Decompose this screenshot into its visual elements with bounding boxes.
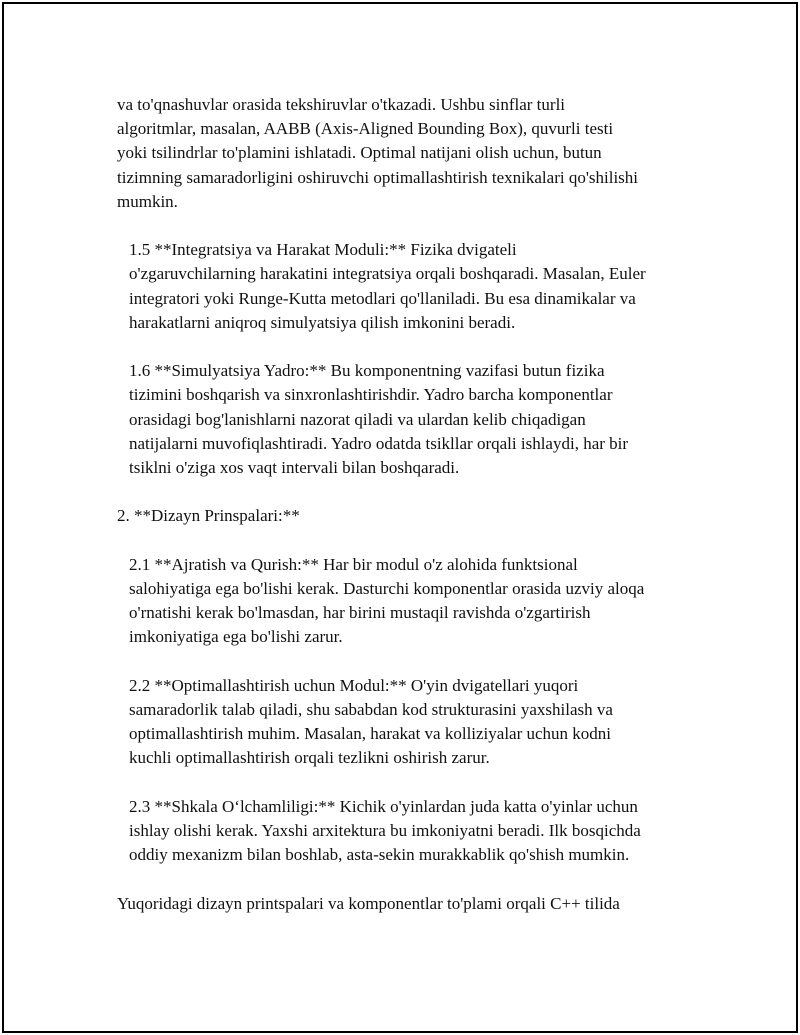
- text-line: oddiy mexanizm bilan boshlab, asta-sekin murakkablik qo'shish mumkin.: [129, 845, 630, 865]
- text-line: Yuqoridagi dizayn printspalari va komponentlar to'plami orqali C++ tilida: [117, 893, 620, 913]
- text-line: natijalarni muvofiqlashtiradi. Yadro odatda tsikllar orqali ishlaydi, har bir: [129, 433, 629, 453]
- paragraph-section-2-2: [117, 674, 717, 771]
- text-line: yoki tsilindrlar to'plamini ishlatadi. Optimal natijani olish uchun, butun: [117, 143, 602, 163]
- paragraph-section-2-heading: [117, 504, 717, 528]
- text-line: 2.3 **Shkala O‘lchamliligi:** Kichik o'yinlardan juda katta o'yinlar uchun: [129, 796, 638, 816]
- document-body: [117, 93, 717, 940]
- text-line: 2.1 **Ajratish va Qurish:** Har bir modul o'z alohida funktsional: [129, 554, 578, 574]
- text-line: o'zgaruvchilarning harakatini integratsiya orqali boshqaradi. Masalan, Euler: [129, 264, 646, 284]
- text-line: imkoniyatiga ega bo'lishi zarur.: [129, 627, 343, 647]
- text-line: o'rnatishi kerak bo'lmasdan, har birini mustaqil ravishda o'zgartirish: [129, 603, 591, 623]
- text-line: tsiklni o'ziga xos vaqt intervali bilan boshqaradi.: [129, 458, 460, 478]
- text-line: va to'qnashuvlar orasida tekshiruvlar o'tkazadi. Ushbu sinflar turli: [117, 95, 566, 114]
- text-line: tizimini boshqarish va sinxronlashtirishdir. Yadro barcha komponentlar: [129, 385, 613, 405]
- paragraph-section-2-3: [117, 795, 717, 868]
- text-line: tizimning samaradorligini oshiruvchi optimallashtirish texnikalari qo'shilishi: [117, 167, 639, 187]
- paragraph-intro-continuation: [117, 93, 717, 214]
- text-line: optimallashtirish muhim. Masalan, harakat va kolliziyalar uchun kodni: [129, 724, 612, 744]
- text-line: salohiyatiga ega bo'lishi kerak. Dasturchi komponentlar orasida uzviy aloqa: [129, 579, 645, 598]
- text-line: ishlay olishi kerak. Yaxshi arxitektura bu imkoniyatni beradi. Ilk bosqichda: [129, 821, 641, 840]
- text-line: samaradorlik talab qiladi, shu sababdan kod strukturasini yaxshilash va: [129, 700, 613, 719]
- text-line: 1.5 **Integratsiya va Harakat Moduli:** Fizika dvigateli: [129, 240, 517, 260]
- paragraph-closing: [117, 892, 717, 916]
- text-line: algoritmlar, masalan, AABB (Axis-Aligned Bounding Box), quvurli testi: [117, 119, 614, 139]
- text-line: 2. **Dizayn Prinspalari:**: [117, 506, 300, 526]
- text-line: mumkin.: [117, 191, 178, 211]
- text-line: 2.2 **Optimallashtirish uchun Modul:** O'yin dvigatellari yuqori: [129, 675, 579, 695]
- text-line: harakatlarni aniqroq simulyatsiya qilish imkonini beradi.: [129, 312, 516, 332]
- text-line: 1.6 **Simulyatsiya Yadro:** Bu komponentning vazifasi butun fizika: [129, 361, 605, 381]
- paragraph-section-2-1: [117, 553, 717, 650]
- paragraph-section-1-6: [117, 359, 717, 480]
- paragraph-section-1-5: [117, 238, 717, 335]
- text-line: orasidagi bog'lanishlarni nazorat qiladi va ulardan kelib chiqadigan: [129, 409, 586, 429]
- text-line: kuchli optimallashtirish orqali tezlikni oshirish zarur.: [129, 748, 490, 768]
- text-line: integratori yoki Runge-Kutta metodlari qo'llaniladi. Bu esa dinamikalar va: [129, 288, 636, 308]
